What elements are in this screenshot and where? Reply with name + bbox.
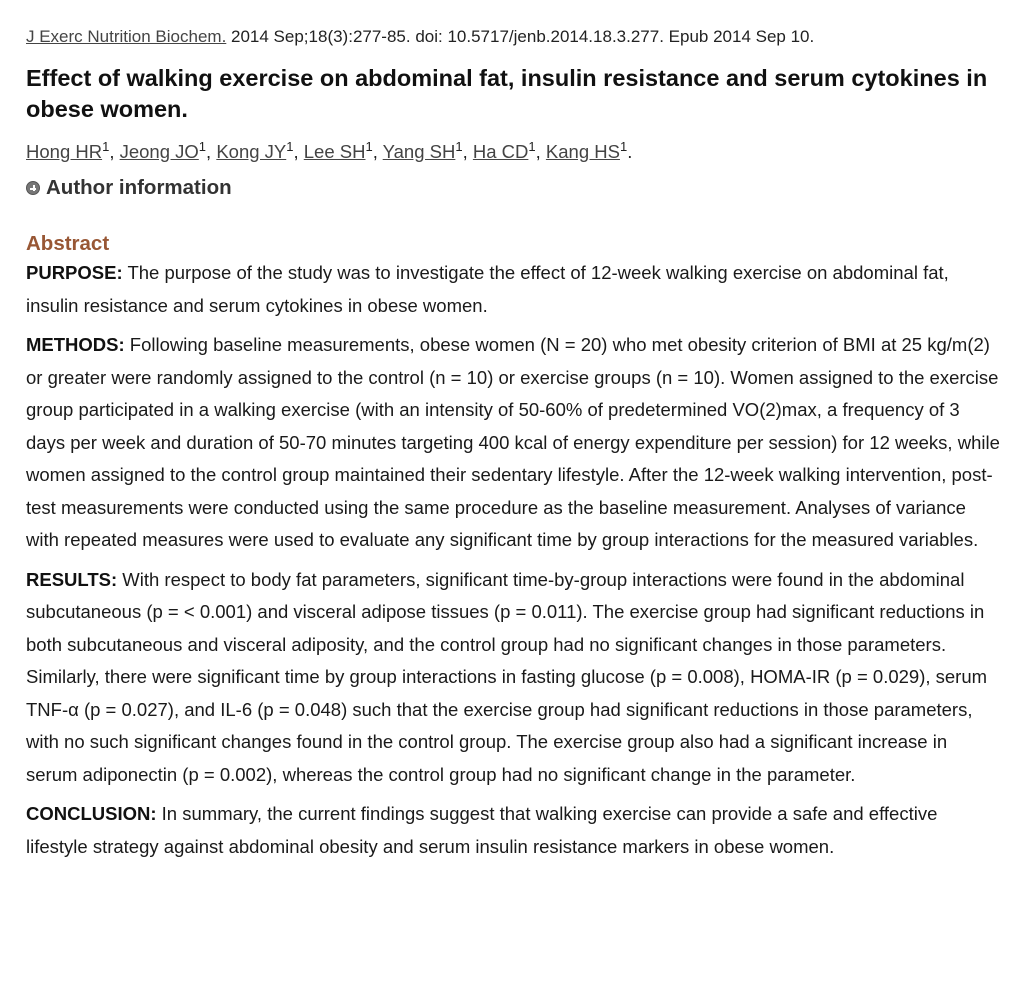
article-title: Effect of walking exercise on abdominal fat, insulin resistance and serum cytokines in obese women. (26, 65, 988, 122)
author-link[interactable]: Yang SH (382, 141, 456, 162)
abstract-results (26, 564, 1002, 792)
author-affiliation: 1 (455, 138, 463, 154)
conclusion-label: CONCLUSION: (26, 803, 157, 824)
expand-plus-icon[interactable] (26, 181, 40, 195)
results-label: RESULTS: (26, 568, 118, 590)
author-affiliation: 1 (365, 138, 373, 154)
abstract-purpose (26, 257, 1002, 322)
author-link[interactable]: Hong HR (26, 141, 103, 162)
results-text: With respect to body fat parameters, significant time-by-group interactions were found in the abdominal subcutaneous (p = < 0.001) and visceral adipose tissues (p = 0.011). The exercise group had significant reductions in both subcutaneous and visceral adiposity, and the control group had no significant changes in those parameters. Similarly, there were significant time by group interactions in fasting glucose (p = 0.008), HOMA-IR (p = 0.029), serum TNF-α (p = 0.027), and IL-6 (p = 0.048) such that the exercise group had significant reductions in those parameters, with no such significant changes found in the control group. The exercise group also had a significant increase in serum adiponectin (p = 0.002), whereas the control group had no significant change in the parameter. (26, 568, 988, 785)
conclusion-text: In summary, the current findings suggest that walking exercise can provide a safe and effective lifestyle strategy against abdominal obesity and serum insulin resistance markers in obese women. (26, 803, 938, 857)
author-link[interactable]: Jeong JO (119, 141, 199, 162)
author-link[interactable]: Lee SH (303, 141, 366, 162)
methods-label: METHODS: (26, 334, 125, 355)
abstract-heading: Abstract (26, 232, 110, 255)
author-affiliation: 1 (286, 138, 294, 154)
citation-details: 2014 Sep;18(3):277-85. doi: 10.5717/jenb.2014.18.3.277. Epub 2014 Sep 10. (226, 27, 815, 46)
author-link[interactable]: Ha CD (472, 141, 529, 162)
author-affiliation: 1 (619, 138, 628, 154)
purpose-text: The purpose of the study was to investigate the effect of 12-week walking exercise on abdominal fat, insulin resistance and serum cytokines in obese women. (26, 262, 949, 316)
purpose-label: PURPOSE: (26, 262, 123, 283)
author-list: Hong $HR^1$, Jeong $JO^1$, Kong $JY^1$, Lee $SH^1$, Yang $SH^1$, Ha $CD^1$, Kang $HS^1$. (26, 138, 633, 162)
author-information-toggle[interactable] (26, 175, 1002, 201)
author-affiliation: 1 (102, 138, 110, 154)
citation-line (26, 25, 1002, 49)
author-link[interactable]: Kang HS (545, 141, 620, 162)
abstract-conclusion (26, 798, 1002, 863)
journal-link[interactable]: J Exerc Nutrition Biochem. (26, 27, 227, 46)
methods-text: Following baseline measurements, obese women (N = 20) who met obesity criterion of BMI at 25 kg/m(2) or greater were randomly assigned to the control (n = 10) or exercise groups (n = 10). Women assigned to the exercise group participated in a walking exercise (with an intensity of 50-60% of predetermined VO(2)max, a frequency of 3 days per week and duration of 50-70 minutes targeting 400 kcal of energy expenditure per session) for 12 weeks, while women assigned to the control group maintained their sedentary lifestyle. After the 12-week walking intervention, post-test measurements were conducted using the same procedure as the baseline measurement. Analyses of variance with repeated measures were used to evaluate any significant time by group interactions for the measured variables. (26, 334, 1000, 550)
abstract-methods (26, 329, 1002, 557)
author-affiliation: 1 (198, 138, 207, 154)
author-information-label: Author information (46, 176, 232, 199)
author-affiliation: 1 (528, 138, 536, 154)
author-link[interactable]: Kong JY (216, 141, 287, 162)
